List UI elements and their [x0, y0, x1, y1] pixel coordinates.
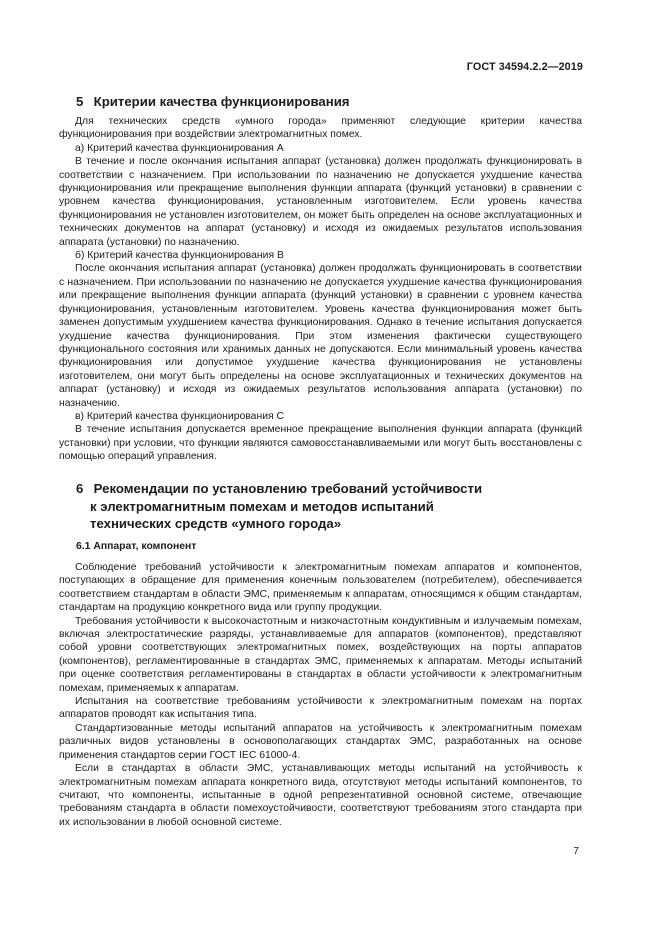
subsection-6-1-heading — [76, 541, 196, 552]
section-6-title-line-3: технических средств «умного города» — [90, 516, 342, 531]
criterion-c-label: в) Критерий качества функционирования С — [75, 410, 285, 422]
document-code: ГОСТ 34594.2.2—2019 — [466, 61, 583, 73]
subsection-6-1-title: Аппарат, компонент — [93, 541, 197, 552]
section-6-paragraph: Требования устойчивости к высокочастотным и низкочастотным кондуктивным и излучаемым помехам, включая электростатические разряды, устанавливаемые для аппаратов (компонентов), представляют собой уровни соответствующих электромагнитных помех, воздействующих на порты аппаратов (компонентов), регламентированные в стандартах ЭМС, применяемых к аппаратам. Методы испытаний при оценке соответствия регламентированы в стандартах в области устойчивости к электромагнитным помехам, применяемых к аппаратам. — [59, 615, 582, 694]
criterion-b-label: б) Критерий качества функционирования В — [75, 250, 284, 262]
criterion-c-text: В течение испытания допускается временное прекращение выполнения функции аппарата (функций установки) при условии, что функции являются самовосстанавливаемыми или могут быть восстановлены с помощью операций управления. — [59, 424, 582, 463]
section-6-paragraph: Если в стандартах в области ЭМС, устанавливающих методы испытаний на устойчивость к электромагнитным помехам аппарата конкретного вида, отсутствуют методы испытаний компонентов, то считают, что компоненты, испытанные в одной репрезентативной основной системе, отвечающие требованиям стандарта в области помехоустойчивости, соответствуют требованиям этого стандарта при их использовании в любой основной системе. — [59, 763, 582, 828]
section-6-paragraph: Испытания на соответствие требованиям устойчивости к электромагнитным помехам на портах аппаратов проводят как испытания типа. — [59, 696, 582, 721]
section-6-heading — [76, 480, 546, 533]
section-5-intro: Для технических средств «умного города» применяют следующие критерии качества функционирования при воздействии электромагнитных помех. — [59, 116, 582, 141]
section-6-title-line-2: к электромагнитным помехам и методов испытаний — [90, 498, 434, 514]
page-number: 7 — [573, 846, 579, 857]
section-5-heading — [76, 93, 350, 110]
section-6-paragraph: Стандартизованные методы испытаний аппаратов на устойчивость к электромагнитным помехам различных видов установлены в основополагающих стандартах ЭМС, разработанных на основе применения стандартов серии ГОСТ IEC 61000-4. — [59, 722, 582, 761]
section-6-title-line-1: Рекомендации по установлению требований устойчивости — [93, 481, 483, 496]
section-6-body — [59, 561, 582, 829]
subsection-6-1-number: 6.1 — [76, 541, 91, 552]
section-6-paragraph: Соблюдение требований устойчивости к электромагнитным помехам аппаратов и компонентов, поступающих в обращение для применения конечным пользователем (потребителем), обеспечивается соответствием стандартам в области ЭМС, применяемым к аппаратам, относящимся к общим стандартам, стандартам на продукцию конкретного вида или группу продукции. — [59, 562, 582, 614]
section-5-title: Критерии качества функционирования — [93, 94, 350, 109]
section-5-number: 5 — [76, 94, 84, 109]
criterion-a-label: а) Критерий качества функционирования А — [75, 142, 284, 154]
criterion-a-text: В течение и после окончания испытания аппарат (установка) должен продолжать функционировать в соответствии с назначением. При использовании по назначению не допускается ухудшение качества функционирования или прекращение выполнения функции аппарата (функций установки) в сравнении с уровнем качества функционирования, установленным изготовителем. Если уровень качества функционирования не установлен изготовителем, он может быть определен на основе эксплуатационных и технических документов на аппарат (установку) и исходя из ожидаемых результатов использования аппарата (установки) по назначению. — [59, 156, 582, 248]
section-5-body — [59, 115, 582, 464]
criterion-b-text: После окончания испытания аппарат (установка) должен продолжать функционировать в соответствии с назначением. При использовании по назначению не допускается ухудшение качества функционирования или прекращение выполнения функции аппарата (функций установки) в сравнении с уровнем качества функционирования, установленным изготовителем. Уровень качества функционирования может быть заменен допустимым ухудшением качества функционирования. Однако в течение испытания допускается ухудшение качества функционирования. При этом изменения фактически существующего функционального состояния или хранимых данных не допускаются. Если минимальный уровень качества функционирования или допустимое ухудшение качества функционирования не установлены изготовителем, они могут быть определены на основе эксплуатационных и технических документов на аппарат (установку) и исходя из ожидаемых результатов использования аппарата (установки) по назначению. — [59, 263, 582, 409]
section-6-number: 6 — [76, 481, 84, 496]
